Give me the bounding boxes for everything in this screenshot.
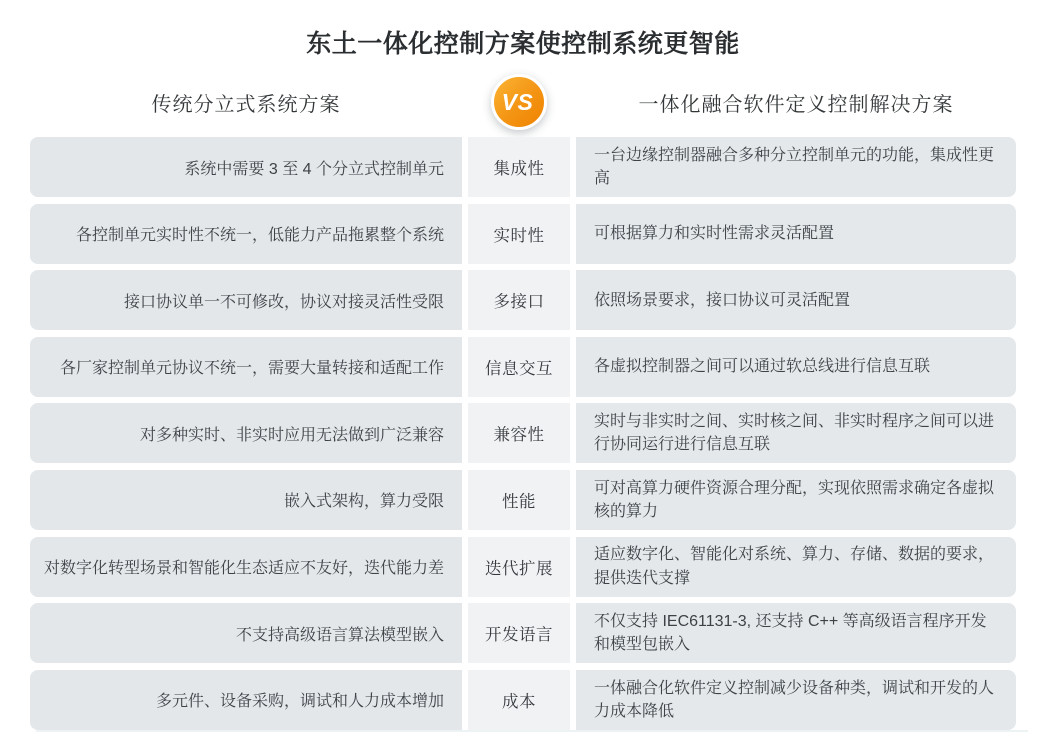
- category-cell: 多接口: [468, 270, 570, 330]
- integrated-cell: 依照场景要求，接口协议可灵活配置: [576, 270, 1016, 330]
- integrated-cell: 可对高算力硬件资源合理分配，实现依照需求确定各虚拟核的算力: [576, 470, 1016, 530]
- category-cell: 成本: [468, 670, 570, 730]
- table-row: [30, 270, 1016, 330]
- traditional-cell: 对数字化转型场景和智能化生态适应不友好，迭代能力差: [30, 537, 462, 597]
- table-row: [30, 670, 1016, 730]
- category-cell: 集成性: [468, 137, 570, 197]
- vs-badge-wrap: [468, 74, 570, 130]
- vs-badge-icon: [491, 74, 547, 130]
- integrated-cell: 一体融合化软件定义控制减少设备种类，调试和开发的人力成本降低: [576, 670, 1016, 730]
- integrated-cell: 可根据算力和实时性需求灵活配置: [576, 204, 1016, 264]
- traditional-cell: 各控制单元实时性不统一，低能力产品拖累整个系统: [30, 204, 462, 264]
- table-row: [30, 137, 1016, 197]
- table-row: [30, 537, 1016, 597]
- right-column-header-wrap: [576, 88, 1016, 117]
- bottom-divider: [36, 730, 1028, 732]
- column-headers: [30, 71, 1016, 133]
- integrated-cell: 适应数字化、智能化对系统、算力、存储、数据的要求，提供迭代支撑: [576, 537, 1016, 597]
- integrated-cell: 一台边缘控制器融合多种分立控制单元的功能，集成性更高: [576, 137, 1016, 197]
- category-cell: 信息交互: [468, 337, 570, 397]
- integrated-cell: 不仅支持 IEC61131-3, 还支持 C++ 等高级语言程序开发和模型包嵌入: [576, 603, 1016, 663]
- vs-label: VS: [501, 88, 534, 115]
- category-cell: 兼容性: [468, 403, 570, 463]
- table-row: [30, 603, 1016, 663]
- right-column-header: 一体化融合软件定义控制解决方案: [638, 93, 954, 116]
- traditional-cell: 各厂家控制单元协议不统一，需要大量转接和适配工作: [30, 337, 462, 397]
- category-cell: 开发语言: [468, 603, 570, 663]
- traditional-cell: 接口协议单一不可修改，协议对接灵活性受限: [30, 270, 462, 330]
- left-column-header-wrap: [30, 88, 462, 117]
- table-row: [30, 403, 1016, 463]
- integrated-cell: 各虚拟控制器之间可以通过软总线进行信息互联: [576, 337, 1016, 397]
- traditional-cell: 不支持高级语言算法模型嵌入: [30, 603, 462, 663]
- integrated-cell: 实时与非实时之间、实时核之间、非实时程序之间可以进行协同运行进行信息互联: [576, 403, 1016, 463]
- table-row: [30, 470, 1016, 530]
- traditional-cell: 系统中需要 3 至 4 个分立式控制单元: [30, 137, 462, 197]
- table-row: [30, 204, 1016, 264]
- category-cell: 迭代扩展: [468, 537, 570, 597]
- table-row: [30, 337, 1016, 397]
- traditional-cell: 对多种实时、非实时应用无法做到广泛兼容: [30, 403, 462, 463]
- category-cell: 实时性: [468, 204, 570, 264]
- traditional-cell: 多元件、设备采购，调试和人力成本增加: [30, 670, 462, 730]
- page-title: 东土一体化控制方案使控制系统更智能: [306, 30, 740, 58]
- traditional-cell: 嵌入式架构，算力受限: [30, 470, 462, 530]
- category-cell: 性能: [468, 470, 570, 530]
- left-column-header: 传统分立式系统方案: [151, 93, 341, 116]
